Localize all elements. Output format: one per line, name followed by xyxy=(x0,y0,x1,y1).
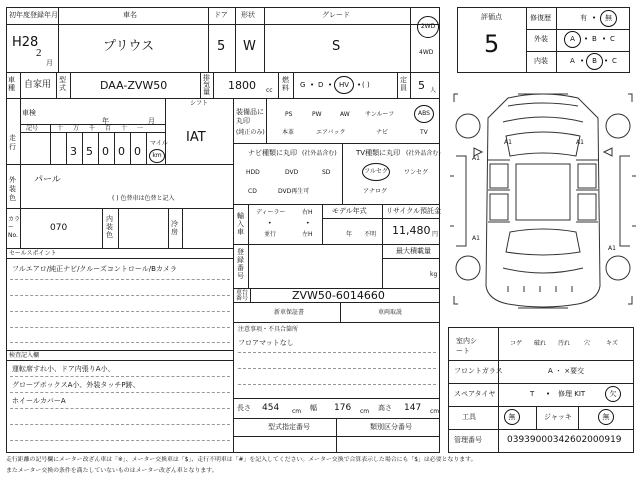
shaken-year: 年 xyxy=(102,117,109,125)
tools-none-circle xyxy=(504,409,520,425)
repair-dot: • xyxy=(592,14,597,22)
equip-aw: AW xyxy=(340,111,350,118)
length-label: 長さ xyxy=(237,404,251,412)
digit-4: 0 xyxy=(118,145,125,158)
height-label: 高さ xyxy=(378,404,392,412)
spare-missing: 欠 xyxy=(609,389,617,398)
digit-3: 0 xyxy=(102,145,109,158)
rating-score: 5 xyxy=(484,30,500,58)
import-dot2: • xyxy=(306,220,310,227)
navi-sd: SD xyxy=(322,169,331,176)
width-label: 幅 xyxy=(310,404,317,412)
fuel-hv: HV xyxy=(338,80,350,89)
reg-era: H28 xyxy=(12,35,39,50)
recycle-value: 11,480 xyxy=(392,224,431,237)
tv-fullseg-circle xyxy=(362,163,390,181)
navi-sub: (社外品含む) xyxy=(302,150,337,157)
color-label: 外装色 xyxy=(9,176,16,202)
tv-label: TV種類に丸印 xyxy=(356,149,401,157)
ext-a: A xyxy=(570,35,575,43)
km-unit: km xyxy=(152,152,162,159)
name-label: 車名 xyxy=(123,11,137,19)
repair-yes: 有 xyxy=(580,14,587,22)
cold-label: 冷房 xyxy=(171,220,178,236)
ext-dot1: • xyxy=(584,35,589,43)
int-dot1: • xyxy=(580,57,585,65)
seat-yabure: 破れ xyxy=(534,340,547,347)
repair-no: 無 xyxy=(605,14,612,22)
navi-dvdplay: DVD再生可 xyxy=(278,188,310,195)
width-unit: cm xyxy=(360,408,370,415)
interior-label: 内装 xyxy=(534,57,548,65)
kind-label: 車種 xyxy=(8,76,15,92)
int-b: B xyxy=(592,57,597,65)
equip-label: 装備品に丸印 xyxy=(236,108,264,125)
unit-hyaku: 百 xyxy=(105,125,112,132)
int-c: C xyxy=(612,57,617,65)
digit-1: 3 xyxy=(70,145,77,158)
tools-label: 工具 xyxy=(462,413,476,421)
unit-kigo: 記号 xyxy=(26,125,39,132)
ext-b: B xyxy=(592,35,597,43)
shaken-month: 月 xyxy=(148,117,155,125)
int-dot2: • xyxy=(604,57,609,65)
height-value: 147 xyxy=(404,403,422,413)
model-label: 型式 xyxy=(59,76,66,92)
glass-value: A ・ ×要交 xyxy=(548,367,585,375)
shape-value: W xyxy=(243,39,256,54)
fuel-other: ( ) xyxy=(362,81,370,89)
regnum-label: 登録番号 xyxy=(237,248,244,280)
model-value: DAA-ZVW50 xyxy=(100,79,168,92)
int-a: A xyxy=(570,57,575,65)
modelyear-year: 年 xyxy=(346,231,353,238)
shift-label: シフト xyxy=(190,100,209,107)
damage-mark-1: A1 xyxy=(504,139,512,146)
import-right: 右H xyxy=(302,209,313,216)
reg-month: 2 xyxy=(36,47,42,59)
chassis-label: 車台番号 xyxy=(236,289,249,302)
spare-label: スペアタイヤ xyxy=(454,390,496,398)
digit-2: 5 xyxy=(86,145,93,158)
tv-oneseg: ワンセグ xyxy=(404,169,429,176)
length-value: 454 xyxy=(262,403,280,413)
mgmt-value: 03939000342602000919 xyxy=(507,435,622,445)
equip-sub: (純正のみ) xyxy=(236,129,265,136)
reg-label: 初年度登録年月 xyxy=(9,11,58,19)
seat-koge: コゲ xyxy=(510,340,523,347)
interior-color-label: 内装色 xyxy=(106,215,113,239)
chassis-value: ZVW50-6014660 xyxy=(292,289,385,302)
unit-ichi: 一 xyxy=(137,125,144,132)
shift-value: IAT xyxy=(186,130,206,145)
cap-label: 定員 xyxy=(400,76,407,92)
color-note: ( ) 色替車は色替と記入 xyxy=(112,195,175,202)
warranty-manual: 車両取説 xyxy=(378,309,403,316)
sales-text: フルエアロ/純正ナビ/クルーズコントロール/Bカメラ xyxy=(12,265,177,273)
modelyear-label: モデル年式 xyxy=(332,207,367,215)
color-value: パール xyxy=(34,175,61,185)
inspect-line-1: 運転席すれ小、ドア内張りA小、 xyxy=(12,365,115,373)
shape-label: 形状 xyxy=(241,11,255,19)
navi-cd: CD xyxy=(248,188,257,195)
unit-man: 万 xyxy=(73,125,80,132)
rating-label: 評価点 xyxy=(481,13,502,21)
jack-none-circle xyxy=(598,409,614,425)
modelyear-unknown: 不明 xyxy=(364,231,377,238)
navi-hdd: HDD xyxy=(246,169,260,176)
navi-label: ナビ種類に丸印 xyxy=(248,149,297,157)
door-label: ドア xyxy=(214,11,228,19)
grade-label: グレード xyxy=(322,11,350,19)
seat-yogore: 汚れ xyxy=(558,340,571,347)
footer-line-1: 走行距離の記号欄にメーター改ざん車は「※」、メーター交換車は「$」、走行不明車は「#」を記入してください。メーター交換で合算表示した場合にも「$」は必要となります。 xyxy=(6,457,477,463)
damage-mark-4: A1 xyxy=(472,235,480,242)
equip-abs: ABS xyxy=(418,110,430,117)
car-damage-diagram xyxy=(448,86,638,316)
unit-ju: 十 xyxy=(121,125,128,132)
inspect-notes-label: 検査記入欄 xyxy=(9,352,40,359)
drive-2wd-circle xyxy=(417,16,439,38)
unit-sen: 千 xyxy=(89,125,96,132)
tv-analog: アナログ xyxy=(363,188,388,195)
disp-value: 1800 xyxy=(228,79,256,92)
drive-2wd: 2WD xyxy=(420,23,436,30)
payload-label: 最大積載量 xyxy=(396,247,431,255)
type-label: 型式指定番号 xyxy=(268,423,310,431)
length-unit: cm xyxy=(292,408,302,415)
fuel-hv-circle xyxy=(334,76,354,94)
grade-value: S xyxy=(332,39,341,54)
repair-no-circle xyxy=(600,10,617,27)
tools-none: 無 xyxy=(508,412,516,421)
spare-missing-circle xyxy=(605,386,621,402)
jack-none: 無 xyxy=(602,412,610,421)
mgmt-label: 管理番号 xyxy=(454,436,482,444)
spare-t: T xyxy=(530,390,535,398)
ext-a-circle xyxy=(564,31,581,48)
repair-label: 修復歴 xyxy=(530,14,551,22)
fuel-label: 燃料 xyxy=(282,76,289,92)
door-count: 5 xyxy=(217,39,226,54)
fuel-d: D xyxy=(318,81,324,89)
equip-pw: PW xyxy=(312,111,322,118)
equip-sunroof: サンルーフ xyxy=(365,111,395,118)
damage-mark-5: A1 xyxy=(608,245,616,252)
int-b-circle xyxy=(586,53,603,70)
class-label: 類別区分番号 xyxy=(370,423,412,431)
drive-4wd: 4WD xyxy=(419,49,434,56)
disp-label: 排気量 xyxy=(203,74,210,96)
jack-label: ジャッキ xyxy=(544,413,572,421)
spare-kit: 修理 KIT xyxy=(558,390,586,398)
payload-unit: kg xyxy=(430,271,438,278)
colorno-label: カラーNo. xyxy=(8,216,21,239)
ext-c: C xyxy=(610,35,615,43)
equip-leather: 本革 xyxy=(282,129,295,136)
cap-value: 5 xyxy=(418,79,425,92)
fuel-dot1: • xyxy=(310,81,315,89)
ext-dot2: • xyxy=(602,35,607,43)
navi-dvd: DVD xyxy=(285,169,299,176)
spare-dot: • xyxy=(546,390,551,398)
footer-line-2: またメーター交換の条件を満たしていないものはメーター改ざん車となります。 xyxy=(6,468,218,474)
seat-ana: 穴 xyxy=(584,340,591,347)
import-dealer: ディーラー xyxy=(256,209,286,216)
recycle-unit: 円 xyxy=(432,231,439,238)
cap-unit: 人 xyxy=(430,87,437,94)
inspect-line-3: ホイールカバーA xyxy=(12,397,66,405)
fuel-dot2: • xyxy=(328,81,333,89)
damage-mark-2: A1 xyxy=(472,155,480,162)
equip-navi: ナビ xyxy=(376,129,389,136)
unit-ju-man: 十 xyxy=(57,125,64,132)
fuel-g: G xyxy=(300,81,306,89)
mile-label: マイル xyxy=(150,140,168,147)
mileage-label: 走行 xyxy=(9,134,16,151)
import-left: 左H xyxy=(302,231,313,238)
equip-airbag: エアバック xyxy=(316,129,346,136)
import-label: 輸入車 xyxy=(237,212,244,236)
equip-abs-circle xyxy=(414,105,434,123)
exterior-label: 外装 xyxy=(534,35,548,43)
warranty-new: 新車保証書 xyxy=(274,309,305,316)
inspect-line-2: グローブボックスA小、外装タッチP跡、 xyxy=(12,381,140,389)
colorno-value: 070 xyxy=(50,223,68,233)
km-circle xyxy=(149,149,165,163)
seat-kizu: キズ xyxy=(606,340,618,347)
recycle-label: リサイクル預託金 xyxy=(386,207,442,215)
equip-ps: PS xyxy=(285,111,293,118)
damage-mark-3: A1 xyxy=(576,139,584,146)
kind-value: 自家用 xyxy=(24,80,52,90)
car-name: プリウス xyxy=(103,39,155,54)
import-parallel: 並行 xyxy=(264,231,277,238)
digit-5: 0 xyxy=(134,145,141,158)
cc-unit: cc xyxy=(266,87,273,94)
sales-label: セールスポイント xyxy=(9,250,57,257)
notes-text: フロアマットなし xyxy=(238,339,294,347)
tv-sub: (社外品含む) xyxy=(406,150,441,157)
import-dot1: • xyxy=(268,220,272,227)
equip-tv: TV xyxy=(420,129,428,136)
notes-label: 注意事項・不具合箇所 xyxy=(238,326,299,333)
width-value: 176 xyxy=(334,403,352,413)
fuel-dot3: • xyxy=(357,81,362,89)
glass-label: フロントガラス xyxy=(454,367,503,375)
height-unit: cm xyxy=(430,408,440,415)
seat-label: 室内シート xyxy=(456,337,477,355)
reg-month-unit: 月 xyxy=(46,59,53,67)
shaken-label: 車検 xyxy=(22,109,36,117)
tv-fullseg: フルセグ xyxy=(364,168,388,175)
